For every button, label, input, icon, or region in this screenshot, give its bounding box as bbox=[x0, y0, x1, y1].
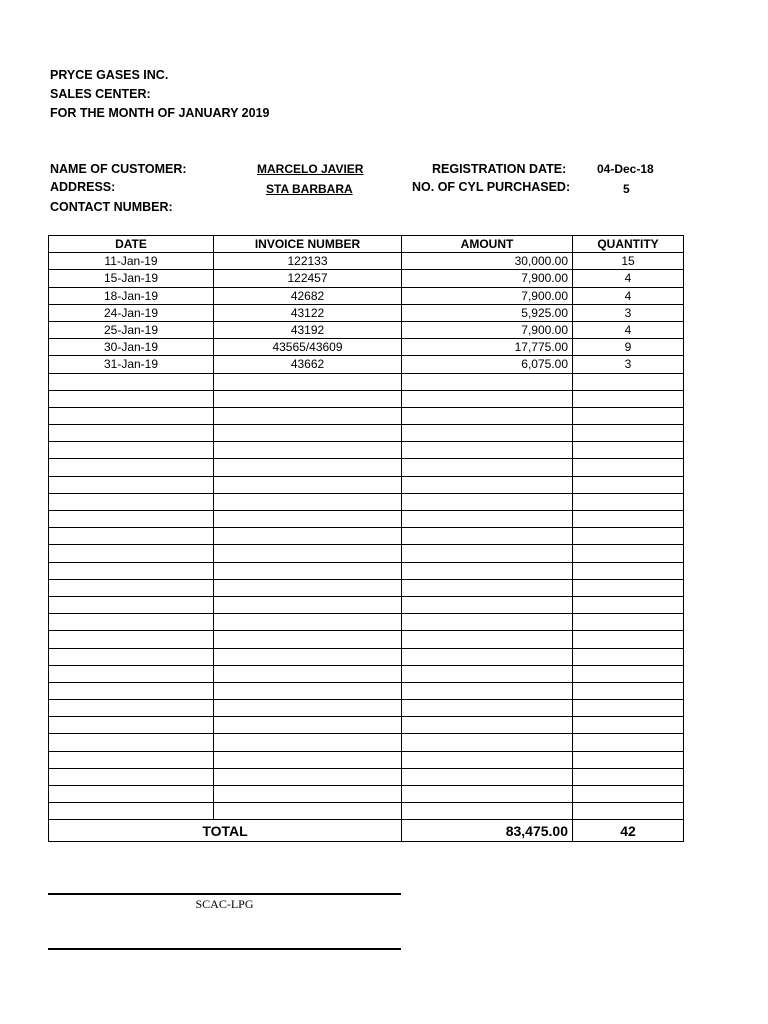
registration-date-value: 04-Dec-18 bbox=[597, 162, 654, 176]
quantity-cell: 4 bbox=[573, 287, 684, 304]
amount-cell bbox=[402, 562, 573, 579]
customer-name-value: MARCELO JAVIER bbox=[257, 162, 364, 176]
table-row bbox=[49, 631, 684, 648]
amount-cell bbox=[402, 596, 573, 613]
amount-cell bbox=[402, 614, 573, 631]
invoice-number-cell bbox=[214, 665, 402, 682]
quantity-cell: 4 bbox=[573, 321, 684, 338]
table-row bbox=[49, 596, 684, 613]
table-row bbox=[49, 528, 684, 545]
address-value: STA BARBARA bbox=[266, 182, 353, 196]
date-cell bbox=[49, 425, 214, 442]
date-cell: 15-Jan-19 bbox=[49, 270, 214, 287]
table-row bbox=[49, 407, 684, 424]
signature-label: SCAC-LPG bbox=[195, 897, 254, 911]
table-row bbox=[49, 425, 684, 442]
invoice-number-cell bbox=[214, 425, 402, 442]
quantity-cell: 15 bbox=[573, 253, 684, 270]
date-cell bbox=[49, 751, 214, 768]
quantity-cell bbox=[573, 562, 684, 579]
amount-cell bbox=[402, 528, 573, 545]
amount-cell bbox=[402, 768, 573, 785]
invoice-number-cell bbox=[214, 700, 402, 717]
quantity-cell bbox=[573, 425, 684, 442]
table-body bbox=[49, 253, 684, 820]
invoice-number-cell: 43565/43609 bbox=[214, 339, 402, 356]
amount-cell: 7,900.00 bbox=[402, 321, 573, 338]
table-row bbox=[49, 734, 684, 751]
amount-cell: 7,900.00 bbox=[402, 287, 573, 304]
quantity-cell bbox=[573, 373, 684, 390]
report-period: FOR THE MONTH OF JANUARY 2019 bbox=[50, 106, 270, 120]
date-cell bbox=[49, 768, 214, 785]
invoice-number-cell bbox=[214, 476, 402, 493]
date-cell bbox=[49, 648, 214, 665]
quantity-cell bbox=[573, 476, 684, 493]
invoice-number-cell bbox=[214, 579, 402, 596]
quantity-cell bbox=[573, 751, 684, 768]
invoice-number-cell bbox=[214, 734, 402, 751]
invoice-number-cell bbox=[214, 442, 402, 459]
table-row bbox=[49, 579, 684, 596]
quantity-cell bbox=[573, 545, 684, 562]
amount-cell bbox=[402, 442, 573, 459]
table-row bbox=[49, 356, 684, 373]
date-cell: 18-Jan-19 bbox=[49, 287, 214, 304]
quantity-cell bbox=[573, 614, 684, 631]
invoice-number-cell: 122457 bbox=[214, 270, 402, 287]
table-row bbox=[49, 459, 684, 476]
invoice-number-cell bbox=[214, 459, 402, 476]
quantity-cell bbox=[573, 768, 684, 785]
invoice-number-cell bbox=[214, 511, 402, 528]
invoice-number-cell bbox=[214, 751, 402, 768]
invoice-number-cell bbox=[214, 631, 402, 648]
cylinders-purchased-value: 5 bbox=[623, 182, 630, 196]
sales-ledger-table bbox=[48, 235, 684, 842]
quantity-cell bbox=[573, 717, 684, 734]
date-cell bbox=[49, 596, 214, 613]
total-amount: 83,475.00 bbox=[402, 820, 573, 842]
quantity-cell bbox=[573, 596, 684, 613]
date-cell bbox=[49, 786, 214, 803]
date-cell bbox=[49, 390, 214, 407]
table-row bbox=[49, 786, 684, 803]
amount-cell: 5,925.00 bbox=[402, 304, 573, 321]
table-row bbox=[49, 476, 684, 493]
quantity-cell bbox=[573, 528, 684, 545]
date-cell bbox=[49, 459, 214, 476]
amount-cell bbox=[402, 734, 573, 751]
quantity-cell bbox=[573, 786, 684, 803]
amount-cell bbox=[402, 390, 573, 407]
table-row bbox=[49, 511, 684, 528]
invoice-number-cell: 42682 bbox=[214, 287, 402, 304]
date-cell bbox=[49, 631, 214, 648]
company-name: PRYCE GASES INC. bbox=[50, 68, 169, 82]
invoice-number-cell: 43662 bbox=[214, 356, 402, 373]
invoice-number-cell: 43192 bbox=[214, 321, 402, 338]
date-cell bbox=[49, 682, 214, 699]
amount-cell bbox=[402, 648, 573, 665]
amount-cell: 17,775.00 bbox=[402, 339, 573, 356]
quantity-cell: 9 bbox=[573, 339, 684, 356]
sales-center-label: SALES CENTER: bbox=[50, 87, 151, 101]
amount-cell bbox=[402, 665, 573, 682]
amount-cell bbox=[402, 476, 573, 493]
date-cell bbox=[49, 493, 214, 510]
date-cell bbox=[49, 511, 214, 528]
amount-cell bbox=[402, 493, 573, 510]
date-cell bbox=[49, 803, 214, 820]
quantity-cell bbox=[573, 459, 684, 476]
column-header-date: DATE bbox=[49, 236, 214, 253]
amount-cell bbox=[402, 459, 573, 476]
table-row bbox=[49, 545, 684, 562]
date-cell bbox=[49, 700, 214, 717]
table-row bbox=[49, 321, 684, 338]
registration-date-label: REGISTRATION DATE: bbox=[432, 162, 567, 176]
date-cell: 25-Jan-19 bbox=[49, 321, 214, 338]
date-cell bbox=[49, 562, 214, 579]
table-row bbox=[49, 665, 684, 682]
invoice-number-cell bbox=[214, 596, 402, 613]
column-header-invoice-number: INVOICE NUMBER bbox=[214, 236, 402, 253]
table-row bbox=[49, 493, 684, 510]
table-row bbox=[49, 253, 684, 270]
date-cell: 11-Jan-19 bbox=[49, 253, 214, 270]
quantity-cell bbox=[573, 631, 684, 648]
amount-cell bbox=[402, 717, 573, 734]
date-cell bbox=[49, 579, 214, 596]
quantity-cell bbox=[573, 682, 684, 699]
total-label: TOTAL bbox=[49, 820, 402, 842]
invoice-number-cell bbox=[214, 648, 402, 665]
quantity-cell bbox=[573, 700, 684, 717]
table-row bbox=[49, 717, 684, 734]
quantity-cell bbox=[573, 493, 684, 510]
amount-cell bbox=[402, 373, 573, 390]
table-row bbox=[49, 442, 684, 459]
table-row bbox=[49, 751, 684, 768]
invoice-number-cell bbox=[214, 493, 402, 510]
invoice-number-cell bbox=[214, 682, 402, 699]
amount-cell: 30,000.00 bbox=[402, 253, 573, 270]
invoice-number-cell bbox=[214, 528, 402, 545]
amount-cell: 6,075.00 bbox=[402, 356, 573, 373]
quantity-cell bbox=[573, 442, 684, 459]
date-cell: 31-Jan-19 bbox=[49, 356, 214, 373]
table-row bbox=[49, 768, 684, 785]
invoice-number-cell bbox=[214, 373, 402, 390]
amount-cell bbox=[402, 682, 573, 699]
quantity-cell bbox=[573, 511, 684, 528]
quantity-cell: 3 bbox=[573, 356, 684, 373]
signature-line-bottom bbox=[48, 948, 401, 950]
amount-cell: 7,900.00 bbox=[402, 270, 573, 287]
amount-cell bbox=[402, 700, 573, 717]
invoice-number-cell bbox=[214, 717, 402, 734]
quantity-cell: 4 bbox=[573, 270, 684, 287]
amount-cell bbox=[402, 511, 573, 528]
cylinders-purchased-label: NO. OF CYL PURCHASED: bbox=[412, 180, 571, 194]
date-cell bbox=[49, 717, 214, 734]
table-header-row bbox=[49, 236, 684, 253]
quantity-cell bbox=[573, 390, 684, 407]
invoice-number-cell bbox=[214, 614, 402, 631]
invoice-number-cell bbox=[214, 786, 402, 803]
amount-cell bbox=[402, 425, 573, 442]
table-row bbox=[49, 803, 684, 820]
invoice-number-cell: 43122 bbox=[214, 304, 402, 321]
date-cell bbox=[49, 734, 214, 751]
table-row bbox=[49, 562, 684, 579]
date-cell bbox=[49, 545, 214, 562]
invoice-number-cell bbox=[214, 545, 402, 562]
invoice-number-cell bbox=[214, 803, 402, 820]
amount-cell bbox=[402, 407, 573, 424]
amount-cell bbox=[402, 579, 573, 596]
invoice-number-cell bbox=[214, 768, 402, 785]
date-cell bbox=[49, 476, 214, 493]
quantity-cell: 3 bbox=[573, 304, 684, 321]
table-row bbox=[49, 700, 684, 717]
amount-cell bbox=[402, 751, 573, 768]
signature-line-top bbox=[48, 893, 401, 895]
table-row bbox=[49, 304, 684, 321]
date-cell: 30-Jan-19 bbox=[49, 339, 214, 356]
address-label: ADDRESS: bbox=[50, 180, 116, 194]
column-header-quantity: QUANTITY bbox=[573, 236, 684, 253]
table-row bbox=[49, 339, 684, 356]
total-row bbox=[49, 820, 684, 842]
date-cell bbox=[49, 407, 214, 424]
invoice-number-cell: 122133 bbox=[214, 253, 402, 270]
quantity-cell bbox=[573, 734, 684, 751]
amount-cell bbox=[402, 786, 573, 803]
invoice-number-cell bbox=[214, 407, 402, 424]
table-row bbox=[49, 373, 684, 390]
table-row bbox=[49, 648, 684, 665]
table-row bbox=[49, 390, 684, 407]
date-cell bbox=[49, 373, 214, 390]
contact-number-label: CONTACT NUMBER: bbox=[50, 200, 173, 214]
quantity-cell bbox=[573, 579, 684, 596]
quantity-cell bbox=[573, 407, 684, 424]
quantity-cell bbox=[573, 648, 684, 665]
table-row bbox=[49, 614, 684, 631]
column-header-amount: AMOUNT bbox=[402, 236, 573, 253]
date-cell: 24-Jan-19 bbox=[49, 304, 214, 321]
invoice-number-cell bbox=[214, 390, 402, 407]
invoice-number-cell bbox=[214, 562, 402, 579]
quantity-cell bbox=[573, 803, 684, 820]
amount-cell bbox=[402, 803, 573, 820]
quantity-cell bbox=[573, 665, 684, 682]
customer-name-label: NAME OF CUSTOMER: bbox=[50, 162, 187, 176]
date-cell bbox=[49, 665, 214, 682]
table-row bbox=[49, 682, 684, 699]
table-row bbox=[49, 287, 684, 304]
date-cell bbox=[49, 442, 214, 459]
date-cell bbox=[49, 614, 214, 631]
total-quantity: 42 bbox=[573, 820, 684, 842]
date-cell bbox=[49, 528, 214, 545]
table-row bbox=[49, 270, 684, 287]
amount-cell bbox=[402, 631, 573, 648]
amount-cell bbox=[402, 545, 573, 562]
